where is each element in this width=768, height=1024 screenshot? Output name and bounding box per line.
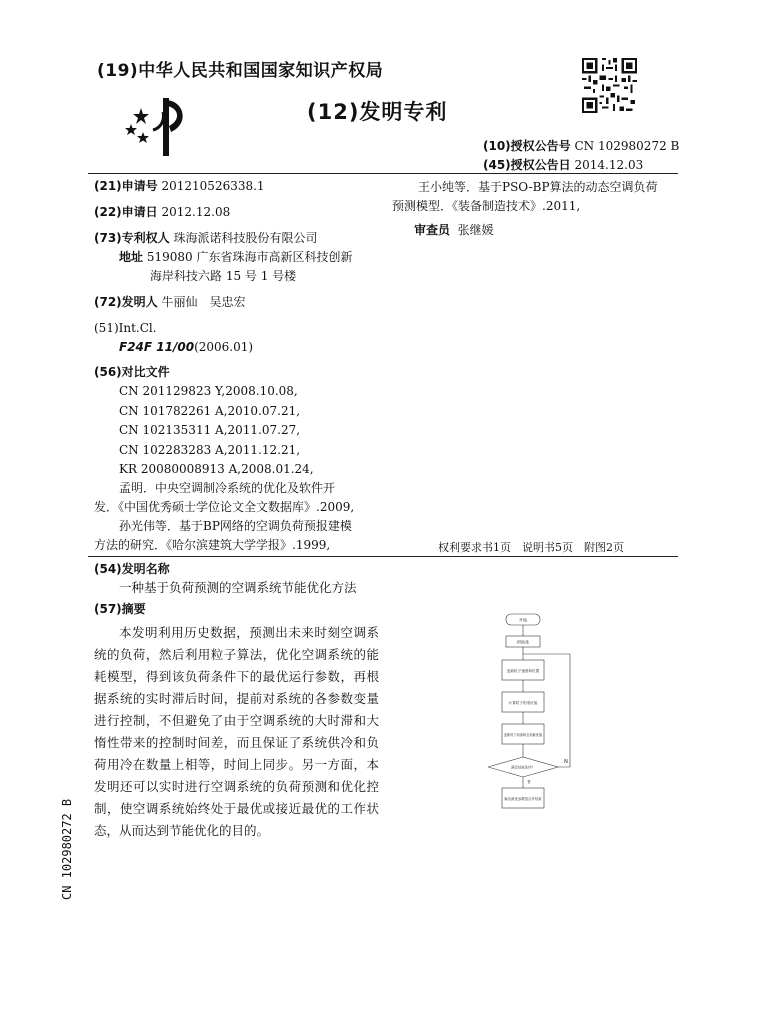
abstract-label: (57)摘要 (94, 602, 146, 616)
flow-start-label: 开始 (518, 617, 528, 623)
flow-step3-label: 更新粒子局部和全局最优值 (503, 733, 543, 737)
flow-decision-label: 满足结束条件？ (511, 765, 535, 770)
application-number: (21)申请号 201210526338.1 (94, 179, 265, 193)
page-count-summary: 权利要求书1页 说明书5页 附图2页 (438, 541, 624, 554)
invention-title-label: (54)发明名称 (94, 562, 170, 576)
reference-text: 预测模型．《装备制造技术》.2011, (392, 199, 581, 213)
patent-office-name: (19)中华人民共和国国家知识产权局 (97, 61, 384, 81)
flow-yes-label: Y (527, 780, 531, 786)
invention-title: 一种基于负荷预测的空调系统节能优化方法 (119, 580, 357, 595)
reference-item: CN 101782261 A,2010.07.21, (119, 404, 301, 418)
document-type-title: (12)发明专利 (307, 100, 448, 124)
side-publication-code: CN 102980272 B (60, 798, 74, 900)
reference-text: 发．《中国优秀硕士学位论文全文数据库》.2009, (94, 500, 355, 514)
patentee: (73)专利权人 珠海派诺科技股份有限公司 (94, 231, 318, 245)
reference-text: 孙光伟等．基于BP网络的空调负荷预报建模 (119, 519, 352, 533)
reference-item: CN 201129823 Y,2008.10.08, (119, 384, 298, 398)
reference-text: 孟明．中央空调制冷系统的优化及软件开 (119, 481, 336, 495)
reference-item: KR 20080008913 A,2008.01.24, (119, 462, 314, 476)
inventors: (72)发明人 牛丽仙 吴忠宏 (94, 295, 246, 309)
application-date: (22)申请日 2012.12.08 (94, 205, 231, 219)
flow-init-label: 初始化 (516, 639, 530, 645)
int-cl-code: F24F 11/00(2006.01) (119, 340, 254, 354)
references-label: (56)对比文件 (94, 365, 170, 379)
section-divider (88, 556, 678, 557)
examiner: 审查员 张继媛 (414, 223, 494, 237)
reference-text: 王小纯等．基于PSO-BP算法的动态空调负荷 (418, 180, 658, 194)
reference-text: 方法的研究．《哈尔滨建筑大学学报》.1999, (94, 538, 331, 552)
patentee-address-line2: 海岸科技六路 15 号 1 号楼 (150, 269, 297, 283)
reference-item: CN 102283283 A,2011.12.21, (119, 443, 301, 457)
qr-code-icon (582, 58, 637, 113)
patentee-address: 地址 519080 广东省珠海市高新区科技创新 (119, 250, 353, 264)
header-divider (88, 173, 678, 174)
flow-end-label: 输出最优参数组合并结束 (504, 797, 542, 801)
flow-step1-label: 更新粒子速度和位置 (506, 669, 540, 673)
int-cl-label: (51)Int.Cl. (94, 321, 157, 335)
cnipa-logo-icon (123, 90, 193, 160)
flow-no-label: N (564, 759, 568, 765)
flow-step2-label: 计算粒子的适应值 (508, 701, 538, 705)
reference-item: CN 102135311 A,2011.07.27, (119, 423, 301, 437)
abstract-flowchart (488, 612, 578, 812)
grant-number: (10)授权公告号 CN 102980272 B (483, 139, 680, 153)
grant-date: (45)授权公告日 2014.12.03 (483, 158, 644, 172)
abstract-text: 本发明利用历史数据，预测出未来时刻空调系统的负荷，然后利用粒子算法，优化空调系统的能耗模型，得到该负荷条件下的最优运行参数，再根据系统的实时滞后时间，提前对系统的各参数变量进行控制，不但避免了由于空调系统的大时滞和大惰性带来的控制时间差，而且保证了系统供冷和负荷用冷在数量上相等，时间上同步。另一方面，本发明还可以实时进行空调系统的负荷预测和优化控制，使空调系统始终处于最优或接近最优的工作状态，从而达到节能优化的目的。 (94, 625, 379, 838)
